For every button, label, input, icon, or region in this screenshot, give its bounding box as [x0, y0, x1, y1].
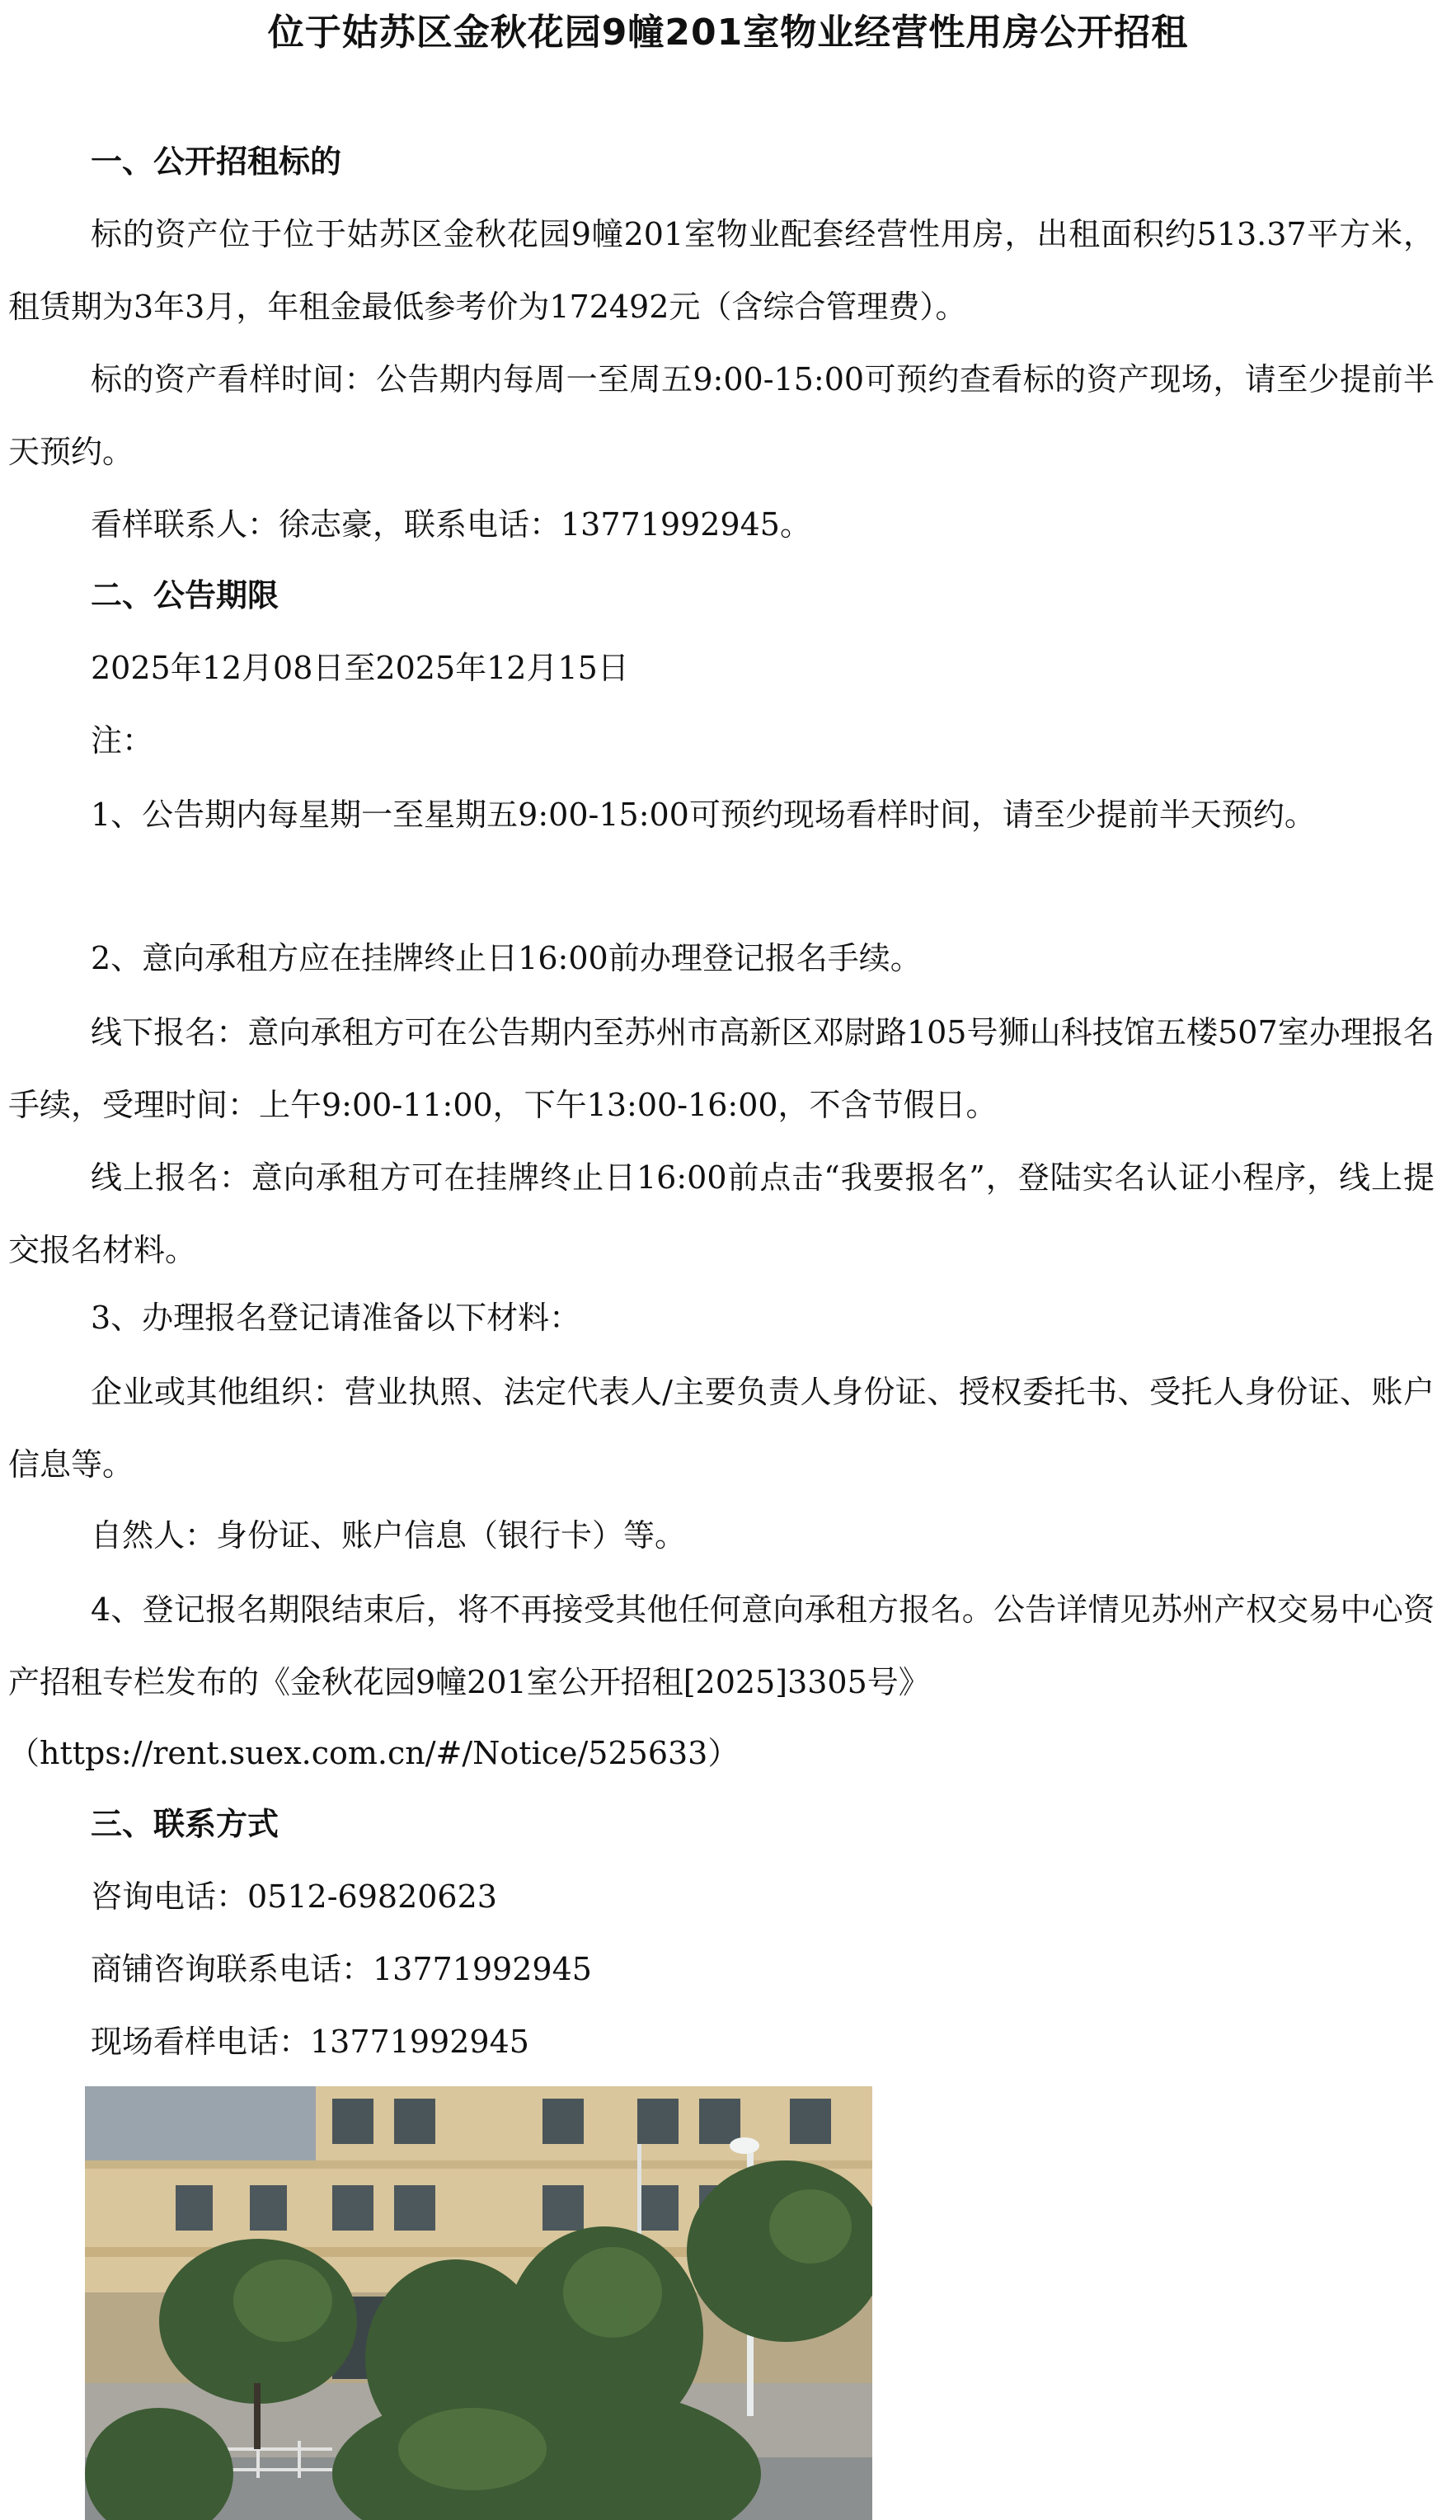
- section-1-heading: 一、公开招租标的: [91, 143, 342, 180]
- contact-viewing-phone: 现场看样电话：13771992945: [91, 2024, 529, 2060]
- note-item-4: 4、登记报名期限结束后，将不再接受其他任何意向承租方报名。公告详情见苏州产权交易中心资产招租专栏发布的《金秋花园9幢201室公开招租[2025]3305号》: [8, 1591, 1435, 1700]
- section-1-paragraph-asset: 标的资产位于位于姑苏区金秋花园9幢201室物业配套经营性用房，出租面积约513.37平方米，租赁期为3年3月，年租金最低参考价为172492元（含综合管理费）。: [8, 216, 1435, 325]
- note-item-2: 2、意向承租方应在挂牌终止日16:00前办理登记报名手续。: [91, 940, 922, 976]
- announcement-period: 2025年12月08日至2025年12月15日: [91, 650, 629, 686]
- page-title: 位于姑苏区金秋花园9幢201室物业经营性用房公开招租: [267, 12, 1189, 54]
- offline-registration: 线下报名：意向承租方可在公告期内至苏州市高新区邓尉路105号狮山科技馆五楼507室办理报名手续，受理时间：上午9:00-11:00，下午13:00-16:00，不含节假日。: [8, 1014, 1435, 1123]
- notice-url-link[interactable]: （https://rent.suex.com.cn/#/Notice/525633）: [8, 1735, 740, 1771]
- materials-individual: 自然人：身份证、账户信息（银行卡）等。: [91, 1517, 687, 1554]
- section-1-paragraph-viewing: 标的资产看样时间：公告期内每周一至周五9:00-15:00可预约查看标的资产现场，请至少提前半天预约。: [8, 361, 1435, 470]
- note-item-1: 1、公告期内每星期一至星期五9:00-15:00可预约现场看样时间，请至少提前半天预约。: [91, 797, 1316, 833]
- section-2-heading: 二、公告期限: [91, 577, 279, 614]
- contact-shop-phone: 商铺咨询联系电话：13771992945: [91, 1951, 592, 1987]
- materials-organization: 企业或其他组织：营业执照、法定代表人/主要负责人身份证、授权委托书、受托人身份证、账户信息等。: [8, 1374, 1435, 1483]
- contact-consult-phone: 咨询电话：0512-69820623: [91, 1878, 497, 1915]
- note-item-3: 3、办理报名登记请准备以下材料：: [91, 1300, 581, 1336]
- section-3-heading: 三、联系方式: [91, 1806, 279, 1842]
- property-photo: [85, 2086, 872, 2520]
- online-registration: 线上报名：意向承租方可在挂牌终止日16:00前点击“我要报名”，登陆实名认证小程序，线上提交报名材料。: [8, 1159, 1435, 1268]
- note-label: 注：: [91, 722, 154, 759]
- section-1-contact: 看样联系人：徐志豪，联系电话：13771992945。: [91, 506, 811, 543]
